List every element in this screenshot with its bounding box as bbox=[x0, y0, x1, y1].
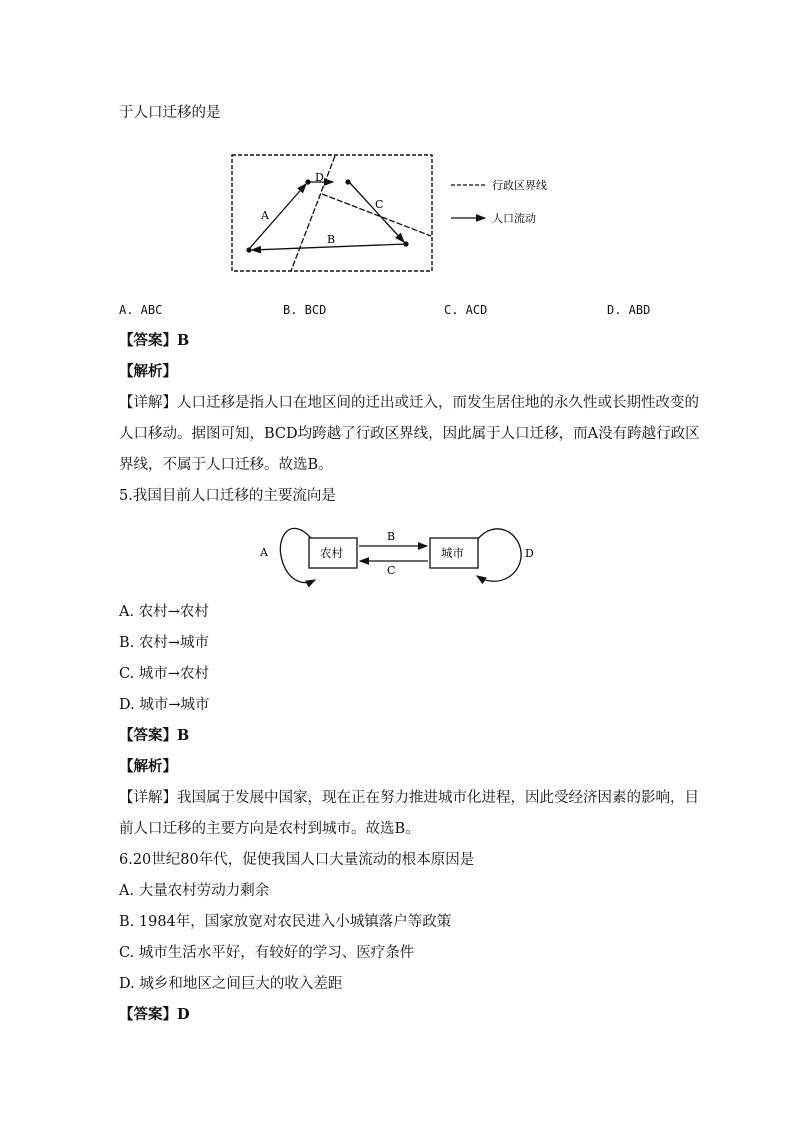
arrow-c bbox=[350, 183, 404, 242]
question-stem-tail: 于人口迁移的是 bbox=[119, 105, 221, 121]
option-a: A. 农村→农村 bbox=[119, 604, 209, 620]
answer: 【答案】B bbox=[119, 727, 190, 744]
option-b: B. 农村→城市 bbox=[119, 635, 210, 651]
boundary-line-vertical bbox=[291, 156, 335, 271]
arrow-a bbox=[249, 184, 306, 249]
analysis-title: 【解析】 bbox=[119, 758, 177, 775]
answer: 【答案】B bbox=[119, 332, 190, 349]
question-6-stem: 6.20世纪80年代，促使我国人口大量流动的根本原因是 bbox=[119, 852, 475, 868]
option-c: C. 城市生活水平好，有较好的学习、医疗条件 bbox=[119, 945, 415, 961]
rural-label: 农村 bbox=[320, 546, 343, 560]
option-d: D. ABD bbox=[607, 303, 651, 317]
legend-boundary-label: 行政区界线 bbox=[492, 179, 547, 192]
option-d: D. 城市→城市 bbox=[119, 697, 210, 713]
detail-text: 前人口迁移的主要方向是农村到城市。故选B。 bbox=[119, 821, 420, 837]
label-b: B bbox=[327, 233, 336, 246]
point bbox=[246, 247, 251, 252]
option-b: B. 1984年，国家放宽对农民进入小城镇落户等政策 bbox=[119, 914, 452, 930]
label-b: B bbox=[387, 530, 396, 543]
option-c: C. 城市→农村 bbox=[119, 666, 209, 682]
point bbox=[305, 179, 310, 184]
option-a: A. 大量农村劳动力剩余 bbox=[119, 883, 270, 899]
option-d: D. 城乡和地区之间巨大的收入差距 bbox=[119, 976, 343, 992]
legend-flow-label: 人口流动 bbox=[492, 212, 536, 225]
analysis-title: 【解析】 bbox=[119, 363, 177, 380]
option-c: C. ACD bbox=[444, 303, 488, 317]
option-b: B. BCD bbox=[283, 303, 327, 317]
label-d: D bbox=[525, 547, 534, 560]
rural-urban-flow-figure bbox=[255, 516, 545, 592]
option-a: A. ABC bbox=[119, 303, 163, 317]
detail-text: 人口移动。据图可知，BCD均跨越了行政区界线，因此属于人口迁移，而A没有跨越行政区 bbox=[119, 426, 700, 442]
label-a: A bbox=[260, 546, 268, 559]
detail-text: 界线，不属于人口迁移。故选B。 bbox=[119, 457, 333, 473]
label-c: C bbox=[387, 564, 396, 577]
answer: 【答案】D bbox=[119, 1006, 190, 1023]
loop-arrow-d bbox=[477, 529, 521, 581]
migration-map-figure bbox=[225, 150, 555, 275]
label-d: D bbox=[315, 171, 324, 184]
label-c: C bbox=[375, 198, 384, 211]
question-5-stem: 5.我国目前人口迁移的主要流向是 bbox=[119, 488, 336, 504]
point bbox=[345, 179, 350, 184]
detail-text: 【详解】我国属于发展中国家，现在正在努力推进城市化进程，因此受经济因素的影响，目 bbox=[119, 790, 699, 806]
urban-label: 城市 bbox=[441, 546, 464, 560]
label-a: A bbox=[261, 209, 269, 222]
detail-text: 【详解】人口迁移是指人口在地区间的迁出或迁入，而发生居住地的永久性或长期性改变的 bbox=[119, 395, 699, 411]
point bbox=[403, 241, 408, 246]
